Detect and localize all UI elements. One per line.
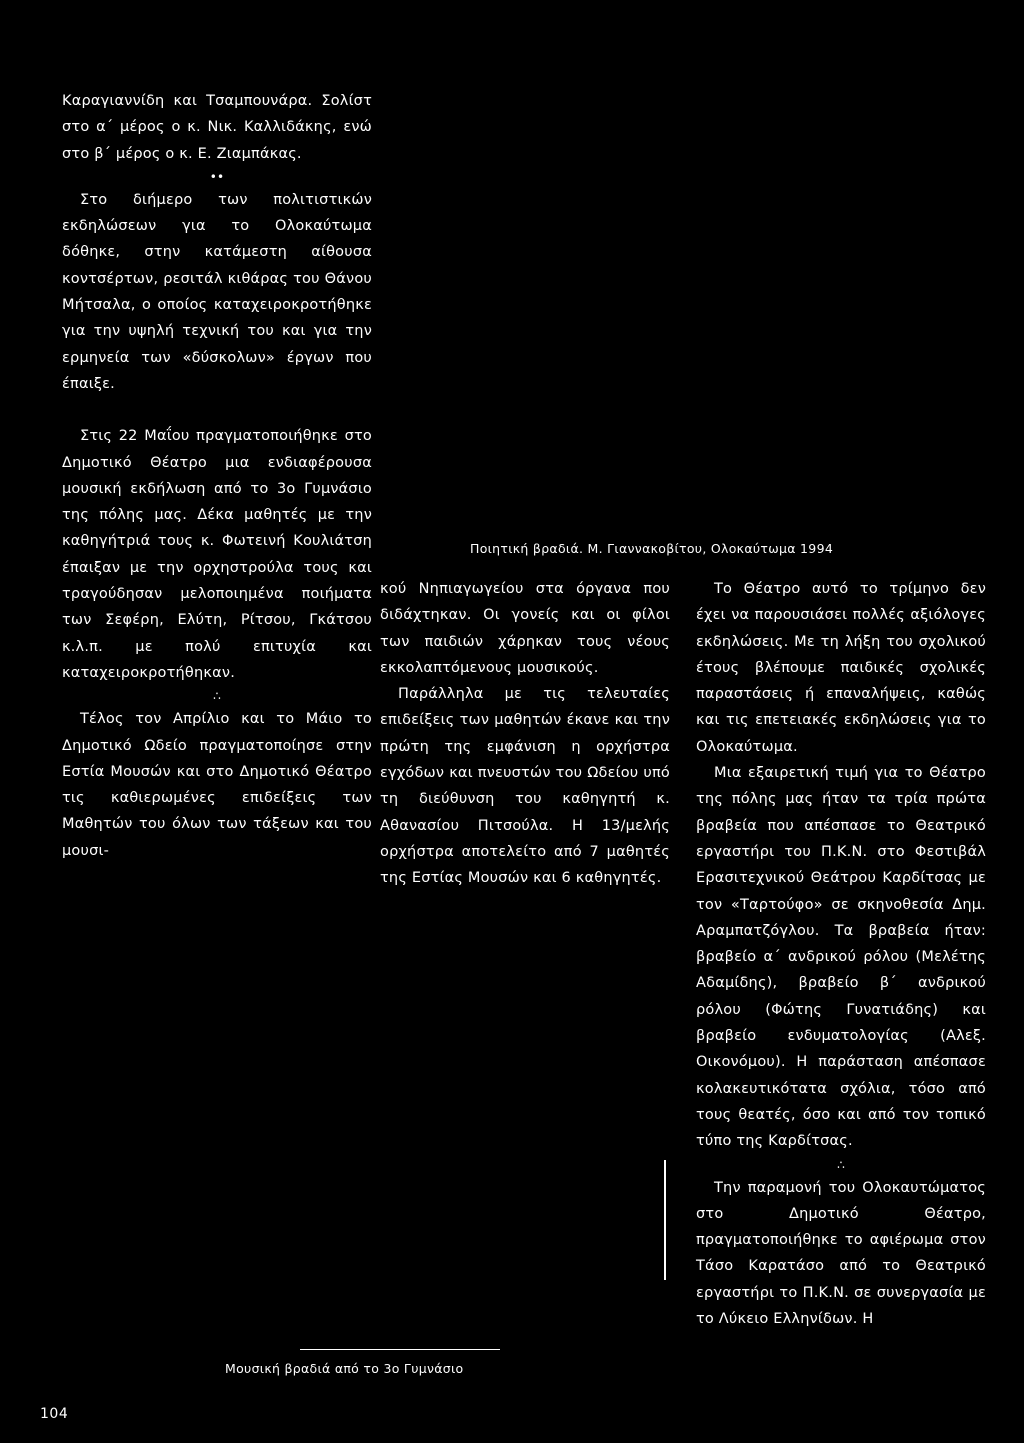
paragraph: Την παραμονή του Ολοκαυτώματος στο Δημοτικό Θέατρο, πραγματοποιήθηκε το αφιέρωμα στον Τάσο Καρατάσο από το Θεατρικό εργαστήρι το Π.Κ.Ν. σε συνεργασία με το Λύκειο Ελληνίδων. Η	[696, 1179, 986, 1328]
section-separator: ∴	[213, 689, 221, 704]
photo-caption-top: Ποιητική βραδιά. Μ. Γιαννακοβίτου, Ολοκαύτωμα 1994	[470, 541, 834, 556]
text-column-2	[380, 576, 670, 892]
paragraph: Καραγιαννίδη και Τσαμπουνάρα. Σολίστ στο α΄ μέρος ο κ. Νικ. Καλλιδάκης, ενώ στο β΄ μέρος ο κ. Ε. Ζιαμπάκας.	[62, 93, 372, 162]
text-column-1	[62, 88, 372, 864]
horizontal-rule	[300, 1349, 500, 1350]
photo-caption-bottom: Μουσική βραδιά από το 3ο Γυμνάσιο	[225, 1361, 464, 1376]
paragraph: κού Νηπιαγωγείου στα όργανα που διδάχτηκαν. Οι γονείς και οι φίλοι των παιδιών χάρηκαν τους νέους εκκολαπτόμενους μουσικούς.	[380, 581, 670, 676]
text-column-3	[696, 576, 986, 1332]
paragraph: Το Θέατρο αυτό το τρίμηνο δεν έχει να παρουσιάσει πολλές αξιόλογες εκδηλώσεις. Με τη λήξη του σχολικού έτους βλέπουμε παιδικές σχολικές παραστάσεις ή επαναλήψεις, καθώς και τις επετειακές εκδηλώσεις για το Ολοκαύτωμα.	[696, 581, 986, 755]
paragraph: Τέλος τον Απρίλιο και το Μάιο το Δημοτικό Ωδείο πραγματοποίησε στην Εστία Μουσών και στο Δημοτικό Θέατρο τις καθιερωμένες επιδείξεις των Μαθητών του όλων των τάξεων και του μουσι-	[62, 711, 372, 859]
paragraph: Παράλληλα με τις τελευταίες επιδείξεις των μαθητών έκανε και την πρώτη της εμφάνιση η ορχήστρα εγχόδων και πνευστών του Ωδείου υπό τη διεύθυνση του καθηγητή κ. Αθανασίου Πιτσούλα. Η 13/μελής ορχήστρα αποτελείτο από 7 μαθητές της Εστίας Μουσών και 6 καθηγητές.	[380, 686, 670, 887]
paragraph: Στις 22 Μαΐου πραγματοποιήθηκε στο Δημοτικό Θέατρο μια ενδιαφέρουσα μουσική εκδήλωση από το 3ο Γυμνάσιο της πόλης μας. Δέκα μαθητές με την καθηγήτριά τους κ. Φωτεινή Κουλιάτση έπαιξαν με την ορχηστρούλα τους και τραγούδησαν μελοποιημένα ποιήματα των Σεφέρη, Ελύτη, Ρίτσου, Γκάτσου κ.λ.π. με πολύ επιτυχία και καταχειροκροτήθηκαν.	[62, 428, 372, 681]
paragraph: Στο διήμερο των πολιτιστικών εκδηλώσεων για το Ολοκαύτωμα δόθηκε, στην κατάμεστη αίθουσα κοντσέρτων, ρεσιτάλ κιθάρας του Θάνου Μήτσαλα, ο οποίος καταχειροκροτήθηκε για την υψηλή τεχνική του και για την ερμηνεία των «δύσκολων» έργων που έπαιξε.	[62, 191, 372, 392]
section-separator: ••	[209, 169, 225, 184]
paragraph: Μια εξαιρετική τιμή για το Θέατρο της πόλης μας ήταν τα τρία πρώτα βραβεία που απέσπασε το Θεατρικό εργαστήρι του Π.Κ.Ν. στο Φεστιβάλ Ερασιτεχνικού Θεάτρου Καρδίτσας με τον «Ταρτούφο» σε σκηνοθεσία Δημ. Αραμπατζόγλου. Τα βραβεία ήταν: βραβείο α΄ ανδρικού ρόλου (Μελέτης Αδαμίδης), βραβείο β΄ ανδρικού ρόλου (Φώτης Γυνατιάδης) και βραβείο ενδυματολογίας (Αλεξ. Οικονόμου). Η παράσταση απέσπασε κολακευτικότατα σχόλια, τόσο από τους θεατές, όσο και από τον τοπικό τύπο της Καρδίτσας.	[696, 765, 986, 1150]
section-separator: ∴	[837, 1157, 845, 1172]
vertical-rule	[664, 1160, 666, 1280]
page-number: 104	[40, 1406, 69, 1422]
